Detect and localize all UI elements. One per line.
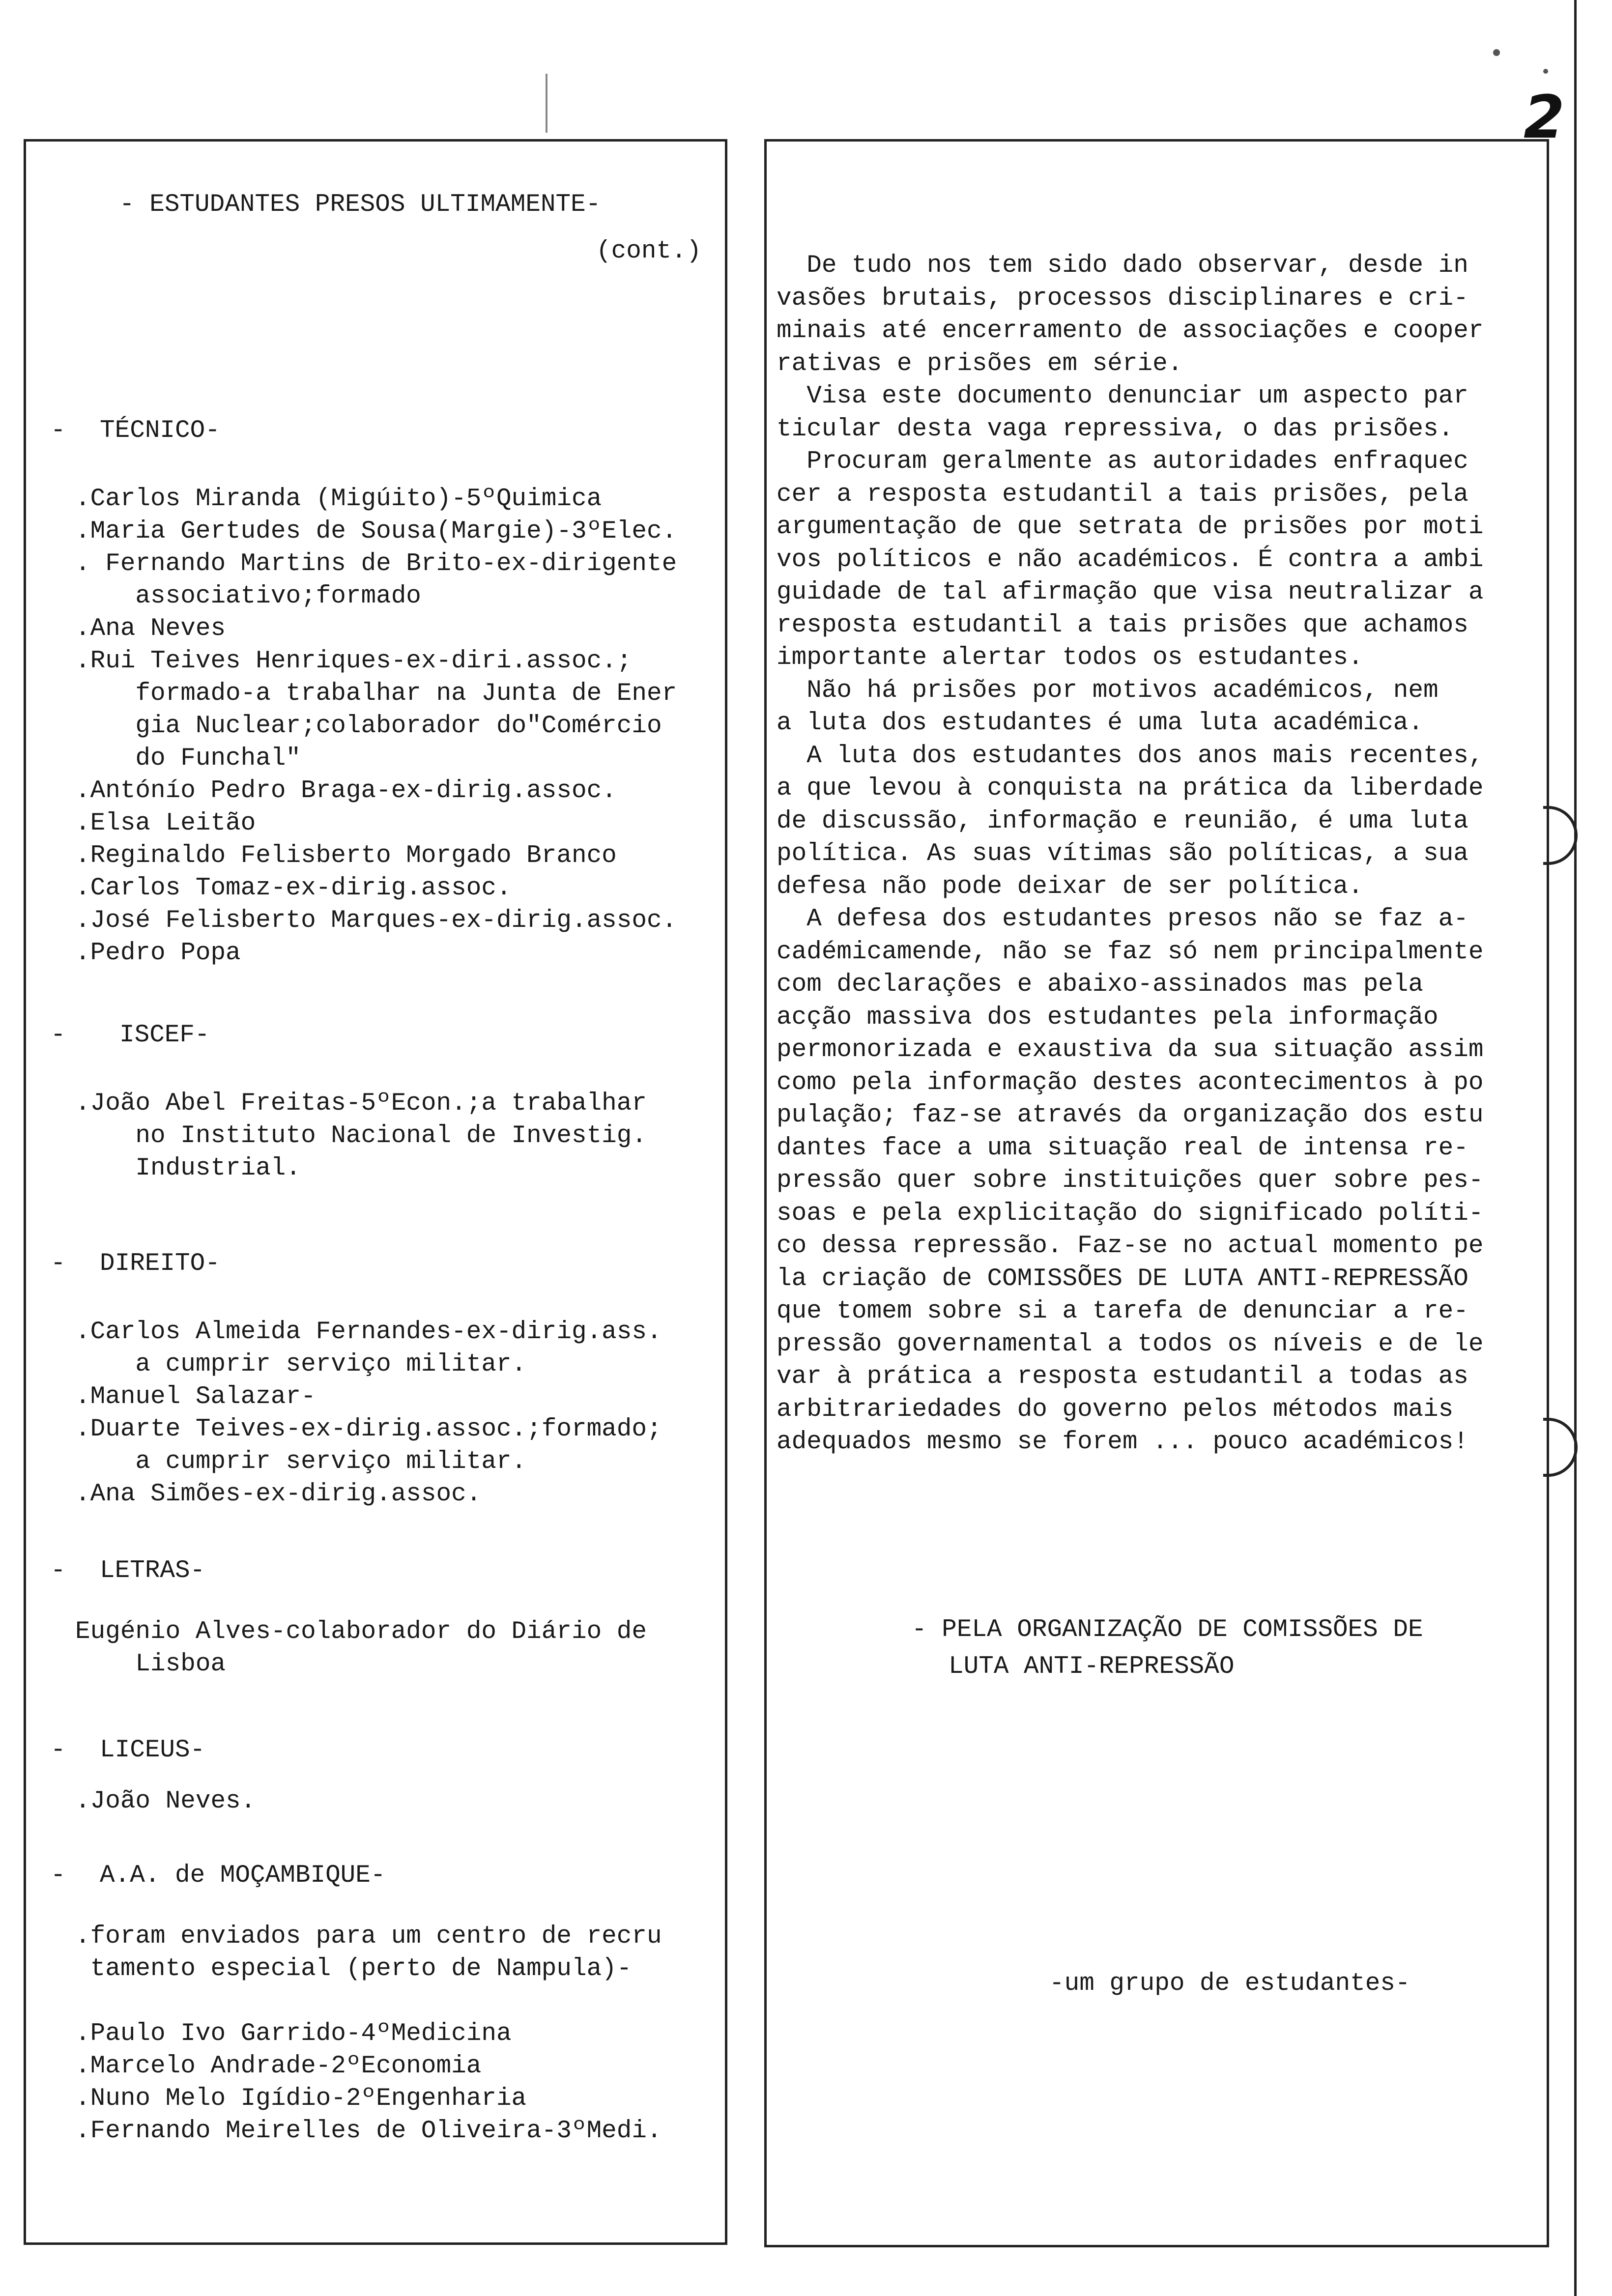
statement-line: ticular desta vaga repressiva, o das prisões.	[777, 415, 1454, 443]
list-title: - ESTUDANTES PRESOS ULTIMAMENTE-	[119, 191, 601, 219]
list-item: .João Abel Freitas-5ºEcon.;a trabalhar	[75, 1090, 647, 1118]
section-heading: LETRAS-	[100, 1557, 205, 1585]
list-item: associativo;formado	[75, 582, 421, 610]
list-item: .Ana Neves	[75, 615, 226, 643]
right-column-box	[764, 139, 1549, 2247]
section-dash: -	[51, 1250, 66, 1278]
statement-line: permonorizada e exaustiva da sua situação assim	[777, 1036, 1484, 1064]
punch-hole-mark	[1543, 806, 1578, 865]
statement-line: de discussão, informação e reunião, é uma luta	[777, 807, 1468, 835]
list-item: .Duarte Teives-ex-dirig.assoc.;formado;	[75, 1415, 662, 1443]
list-item: a cumprir serviço militar.	[75, 1448, 527, 1476]
statement-line: pressão quer sobre instituições quer sobre pes-	[777, 1167, 1484, 1195]
list-item: .Carlos Miranda (Migúito)-5ºQuimica	[75, 485, 602, 513]
statement-line: la criação de COMISSÕES DE LUTA ANTI-REPRESSÃO	[777, 1264, 1468, 1293]
section-heading: A.A. de MOÇAMBIQUE-	[100, 1862, 386, 1890]
list-item: do Funchal"	[75, 745, 301, 773]
scan-speck	[1543, 69, 1548, 74]
list-item: .Manuel Salazar-	[75, 1383, 316, 1411]
statement-line: dantes face a uma situação real de intensa re-	[777, 1134, 1468, 1162]
section-dash: -	[51, 1021, 66, 1049]
statement-line: argumentação de que setrata de prisões por moti	[777, 513, 1484, 541]
punch-hole-mark	[1543, 1418, 1578, 1477]
statement-line: defesa não pode deixar de ser política.	[777, 872, 1363, 901]
list-item: tamento especial (perto de Nampula)-	[75, 1955, 632, 1983]
list-item: .Ana Simões-ex-dirig.assoc.	[75, 1480, 482, 1508]
list-item: Industrial.	[75, 1154, 301, 1182]
list-item: .José Felisberto Marques-ex-dirig.assoc.	[75, 907, 677, 935]
statement-line: com declarações e abaixo-assinados mas pela	[777, 971, 1424, 999]
statement-line: que tomem sobre si a tarefa de denunciar a re-	[777, 1297, 1468, 1325]
statement-line: cer a resposta estudantil a tais prisões, pela	[777, 480, 1468, 509]
continued-label: (cont.)	[596, 237, 702, 265]
page-number: 2	[1524, 84, 1565, 152]
statement-line: a que levou à conquista na prática da liberdade	[777, 775, 1484, 803]
statement-line: a luta dos estudantes é uma luta académica.	[777, 709, 1424, 737]
list-item: no Instituto Nacional de Investig.	[75, 1122, 647, 1150]
statement-line: vos políticos e não académicos. É contra a ambi	[777, 545, 1484, 574]
section-dash: -	[51, 1557, 66, 1585]
statement-line: cadémicamende, não se faz só nem principalmente	[777, 938, 1484, 966]
list-item: .Nuno Melo Igídio-2ºEngenharia	[75, 2085, 527, 2113]
scan-speck	[546, 74, 547, 133]
section-heading: ISCEF-	[119, 1021, 210, 1049]
list-item: .Pedro Popa	[75, 939, 241, 967]
statement-line: Visa este documento denunciar um aspecto par	[777, 382, 1468, 410]
statement-line: política. As suas vítimas são políticas, a sua	[777, 840, 1468, 868]
page-edge-line	[1574, 0, 1577, 2296]
statement-line: adequados mesmo se forem ... pouco académicos!	[777, 1428, 1468, 1456]
statement-line: Procuram geralmente as autoridades enfraquec	[777, 448, 1468, 476]
statement-line: acção massiva dos estudantes pela informação	[777, 1003, 1439, 1032]
statement-line: var à prática a resposta estudantil a todas as	[777, 1363, 1468, 1391]
scan-speck	[1493, 49, 1500, 56]
list-item: .Reginaldo Felisberto Morgado Branco	[75, 842, 617, 870]
signature: -um grupo de estudantes-	[1049, 1970, 1410, 1998]
statement-line: pulação; faz-se através da organização dos estu	[777, 1101, 1484, 1129]
statement-line: minais até encerramento de associações e cooper	[777, 317, 1484, 345]
statement-line: A luta dos estudantes dos anos mais recentes,	[777, 742, 1484, 770]
statement-line: vasões brutais, processos disciplinares e cri-	[777, 284, 1468, 313]
list-item: .Antónío Pedro Braga-ex-dirig.assoc.	[75, 777, 617, 805]
list-item: .Carlos Almeida Fernandes-ex-dirig.ass.	[75, 1318, 662, 1346]
list-item: a cumprir serviço militar.	[75, 1350, 527, 1378]
slogan-line-2: LUTA ANTI-REPRESSÃO	[949, 1653, 1235, 1681]
statement-line: rativas e prisões em série.	[777, 349, 1183, 378]
section-heading: TÉCNICO-	[100, 417, 220, 445]
list-item: .João Neves.	[75, 1787, 256, 1815]
list-item: formado-a trabalhar na Junta de Ener	[75, 680, 677, 708]
list-item: gia Nuclear;colaborador do"Comércio	[75, 712, 662, 740]
list-item: . Fernando Martins de Brito-ex-dirigente	[75, 550, 677, 578]
list-item: .Elsa Leitão	[75, 809, 256, 837]
statement-line: arbitrariedades do governo pelos métodos mais	[777, 1395, 1454, 1424]
list-item: Eugénio Alves-colaborador do Diário de	[75, 1618, 647, 1646]
list-item: .foram enviados para um centro de recru	[75, 1923, 662, 1951]
list-item: .Carlos Tomaz-ex-dirig.assoc.	[75, 874, 512, 902]
statement-line: pressão governamental a todos os níveis e de le	[777, 1330, 1484, 1358]
list-item: .Paulo Ivo Garrido-4ºMedicina	[75, 2020, 512, 2048]
statement-line: importante alertar todos os estudantes.	[777, 644, 1363, 672]
section-heading: LICEUS-	[100, 1736, 205, 1764]
slogan-line-1: - PELA ORGANIZAÇÃO DE COMISSÕES DE	[912, 1616, 1423, 1644]
list-item: Lisboa	[75, 1650, 226, 1678]
list-item: .Marcelo Andrade-2ºEconomia	[75, 2052, 482, 2080]
statement-line: como pela informação destes acontecimentos à po	[777, 1068, 1484, 1097]
statement-line: De tudo nos tem sido dado observar, desde in	[777, 252, 1468, 280]
list-item: .Rui Teives Henriques-ex-diri.assoc.;	[75, 647, 632, 675]
statement-line: A defesa dos estudantes presos não se faz a-	[777, 905, 1468, 933]
statement-line: co dessa repressão. Faz-se no actual momento pe	[777, 1232, 1484, 1260]
statement-line: guidade de tal afirmação que visa neutralizar a	[777, 578, 1484, 606]
list-item: .Fernando Meirelles de Oliveira-3ºMedi.	[75, 2117, 662, 2145]
statement-line: soas e pela explicitação do significado políti-	[777, 1199, 1484, 1228]
section-dash: -	[51, 1736, 66, 1764]
statement-line: Não há prisões por motivos académicos, nem	[777, 676, 1439, 705]
section-dash: -	[51, 417, 66, 445]
section-dash: -	[51, 1862, 66, 1890]
statement-line: resposta estudantil a tais prisões que achamos	[777, 611, 1468, 639]
section-heading: DIREITO-	[100, 1250, 220, 1278]
left-column-box	[24, 139, 727, 2245]
list-item: .Maria Gertudes de Sousa(Margie)-3ºElec.	[75, 517, 677, 545]
